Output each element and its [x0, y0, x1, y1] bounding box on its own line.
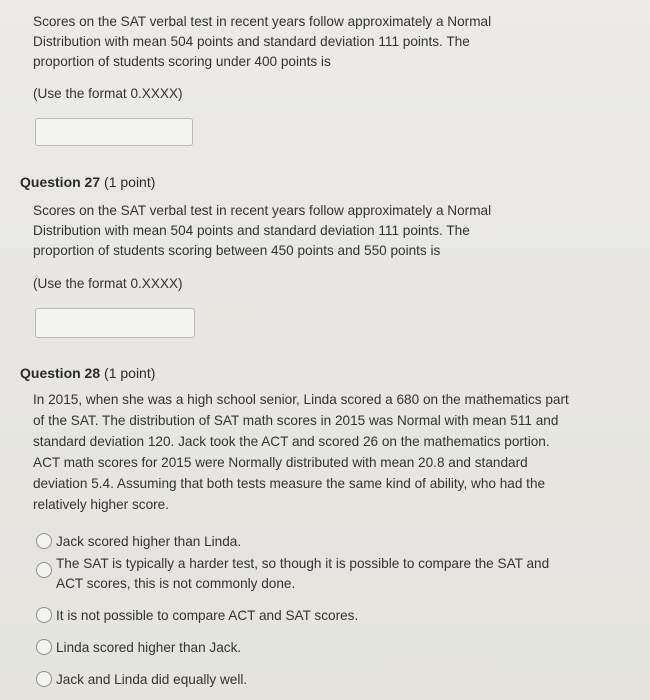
radio-button[interactable]	[36, 533, 52, 549]
q27-label: Question 27	[20, 174, 101, 190]
option-label: Jack scored higher than Linda.	[56, 534, 242, 549]
q28-text: In 2015, when she was a high school senior, Linda scored a 680 on the mathematics part of the SAT. The distribution of SAT math scores in 2015 was Normal with mean 511 and standard deviation 120. Jack took the ACT and scored 26 on the mathematics portion. ACT math scores for 2015 were Normally distributed with mean 20.8 and standard deviation 5.4. Assuming that both tests measure the same kind of ability, who had the relatively higher score.	[33, 392, 569, 512]
q26-format-hint: (Use the format 0.XXXX)	[33, 86, 183, 101]
q28-option-3[interactable]	[36, 606, 358, 626]
radio-button[interactable]	[36, 562, 52, 578]
q26-answer-input[interactable]	[35, 118, 193, 146]
q28-option-4[interactable]	[36, 638, 241, 658]
q26-text: Scores on the SAT verbal test in recent years follow approximately a Normal Distribution with mean 504 points and standard deviation 111 points. The proportion of students scoring under 400 points is	[33, 14, 492, 69]
q27-answer-input[interactable]	[35, 308, 195, 338]
radio-button[interactable]	[36, 639, 52, 655]
q28-option-2[interactable]	[36, 554, 556, 594]
option-label: It is not possible to compare ACT and SAT scores.	[56, 608, 359, 623]
radio-button[interactable]	[36, 671, 52, 687]
q27-text: Scores on the SAT verbal test in recent years follow approximately a Normal Distribution with mean 504 points and standard deviation 111 points. The proportion of students scoring between 450 points and 550 points is	[33, 203, 492, 258]
q28-points: (1 point)	[104, 365, 156, 381]
q27-heading	[20, 174, 155, 190]
option-label: Jack and Linda did equally well.	[56, 672, 248, 687]
option-label: The SAT is typically a harder test, so though it is possible to compare the SAT and ACT scores, this is not commonly done.	[56, 556, 550, 591]
radio-button[interactable]	[36, 607, 52, 623]
q27-points: (1 point)	[104, 174, 156, 190]
option-label: Linda scored higher than Jack.	[56, 640, 242, 655]
q28-option-1[interactable]	[36, 532, 241, 552]
q28-heading	[20, 365, 155, 381]
q28-label: Question 28	[20, 365, 101, 381]
q27-format-hint: (Use the format 0.XXXX)	[33, 276, 183, 291]
q28-option-5[interactable]	[36, 670, 247, 690]
